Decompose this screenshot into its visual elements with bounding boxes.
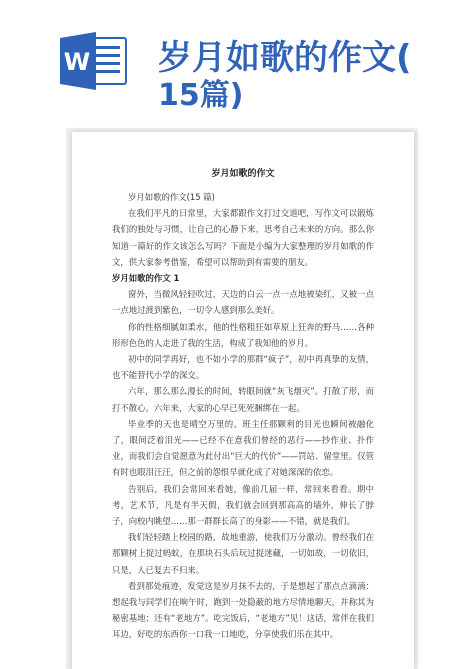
body-paragraph: 我们轻轻踏上校园的路，故地重游，使我们万分激动。曾经我们在那颗树上捉过蚂蚁，在那块石头后玩过捉迷藏，一切如故，一切依旧，只是，人已复去不归来。 [112, 532, 374, 575]
body-paragraph: 看到那处痕迹，发觉这是岁月抹不去的，于是想起了那点点滴滴：想起我与同学们在晌午时，跑到一处隐蔽的地方尽情地聊天，并称其为秘密基地；还有“老地方”。吃完饭后，“老地方”见！这话，常伴在我们耳边，好吃的东西你一口我一口地吃，分享使我们乐在其中。 [112, 580, 374, 640]
page-title-line-1: 岁月如歌的作文( [158, 38, 412, 78]
section-heading: 岁月如歌的作文 1 [112, 273, 180, 284]
document-page [72, 132, 414, 669]
intro-paragraph: 在我们平凡的日常里，大家都跟作文打过交道吧，写作文可以锻炼我们的独处与习惯，让自己的心静下来，思考自己未来的方向。那么你知道一篇好的作文该怎么写吗？下面是小编为大家整理的岁月如歌的作文，供大家参考借鉴，希望可以帮助到有需要的朋友。 [112, 208, 374, 267]
intro-line: 岁月如歌的作文(15 篇) [128, 192, 215, 202]
page-title-line-2: 15篇) [158, 78, 244, 113]
body-paragraph: 你的性格细腻如柔水，他的性格粗狂如草原上狂奔的野马……各种形形色色的人走进了我的生活，构成了我知他的岁月。 [112, 321, 374, 348]
body-paragraph: 告别后，我们会常回来看她，像前几届一样，常回来看看。期中考，艺术节，凡是有半天假，我们就会回到那高高的墙外，伸长了脖子，向校内眺望……那一群群长高了的身影——不错，就是我们。 [112, 483, 374, 527]
document-content [112, 189, 374, 643]
document-title: 岁月如歌的作文 [211, 169, 275, 179]
page-header [0, 0, 474, 112]
body-paragraph: 毕业季的天也是晴空万里的。班主任那颗利的目光也瞬间被融化了，眼间泛着泪光——已经不在意我们曾经的恶行——抄作业、扑作业，而我们会自觉愿意为此付出“巨大的代价”——罚站、留堂里。仅管有时也眼泪汪汪，但之前的怨恨早就化成了对她深深的依恋。 [112, 418, 374, 478]
body-paragraph: 初中的同学再好，也不如小学的那群“疯子”，初中再真挚的友情，也不能替代小学的深交。 [112, 354, 374, 381]
body-paragraph: 窗外，当微风轻轻吹过，天边的白云一点一点地被染红，又被一点一点地过渡到紫色，一切令人感到那么美好。 [112, 289, 374, 316]
svg-text:W: W [63, 48, 91, 76]
word-icon [60, 32, 128, 90]
body-paragraph: 六年，那么那么漫长的时间，转眼间就“灰飞烟灭”。打散了形，而打不散心。六年来，大家的心早已死死捆绑在一起。 [112, 386, 374, 413]
